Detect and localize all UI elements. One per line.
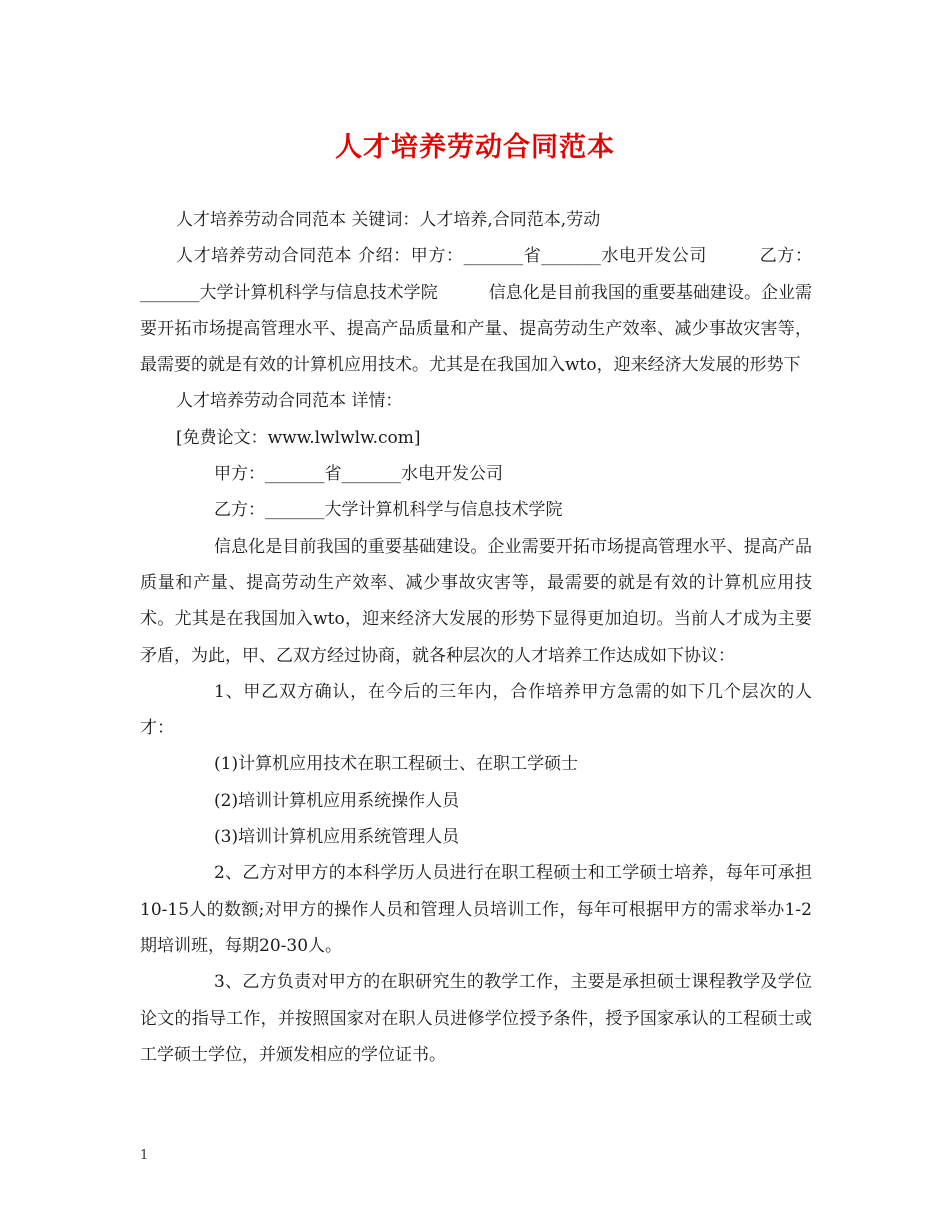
clause-3: 3、乙方负责对甲方的在职研究生的教学工作，主要是承担硕士课程教学及学位论文的指导工作，并按照国家对在职人员进修学位授予条件，授予国家承认的工程硕士或工学硕士学位，并颁发相应的学位证书。 bbox=[140, 972, 812, 1065]
clause-1-item-1: (1)计算机应用技术在职工程硕士、在职工学硕士 bbox=[214, 754, 579, 775]
intro-paragraph: 人才培养劳动合同范本 介绍：甲方：_______省_______水电开发公司 乙方：_______大学计算机科学与信息技术学院 信息化是目前我国的重要基础建设。企业需要开拓市场提高管理水平、提高产品质量和产量、提高劳动生产效率、减少事故灾害等，最需要的就是有效的计算机应用技术。尤其是在我国加入wto，迎来经济大发展的形势下 bbox=[140, 246, 812, 376]
document-body bbox=[140, 202, 812, 1073]
party-b-line: 乙方：_______大学计算机科学与信息技术学院 bbox=[214, 500, 563, 521]
clause-2: 2、乙方对甲方的本科学历人员进行在职工程硕士和工学硕士培养，每年可承担10-15人的数额;对甲方的操作人员和管理人员培训工作，每年可根据甲方的需求举办1-2期培训班，每期20-30人。 bbox=[140, 863, 812, 956]
background-paragraph: 信息化是目前我国的重要基础建设。企业需要开拓市场提高管理水平、提高产品质量和产量、提高劳动生产效率、减少事故灾害等，最需要的就是有效的计算机应用技术。尤其是在我国加入wto，迎来经济大发展的形势下显得更加迫切。当前人才成为主要矛盾，为此，甲、乙双方经过协商，就各种层次的人才培养工作达成如下协议： bbox=[140, 536, 812, 666]
clause-1: 1、甲乙双方确认，在今后的三年内，合作培养甲方急需的如下几个层次的人才： bbox=[140, 681, 812, 739]
source-link: [免费论文：www.lwlwlw.com] bbox=[176, 427, 421, 448]
keywords-paragraph: 人才培养劳动合同范本 关键词：人才培养,合同范本,劳动 bbox=[176, 210, 601, 230]
clause-1-item-2: (2)培训计算机应用系统操作人员 bbox=[214, 790, 460, 811]
clause-1-item-3: (3)培训计算机应用系统管理人员 bbox=[214, 827, 460, 848]
page-number: 1 bbox=[140, 1148, 149, 1163]
party-a-line: 甲方：_______省_______水电开发公司 bbox=[214, 464, 503, 485]
document-title: 人才培养劳动合同范本 bbox=[335, 132, 615, 163]
details-heading: 人才培养劳动合同范本 详情： bbox=[176, 391, 403, 412]
